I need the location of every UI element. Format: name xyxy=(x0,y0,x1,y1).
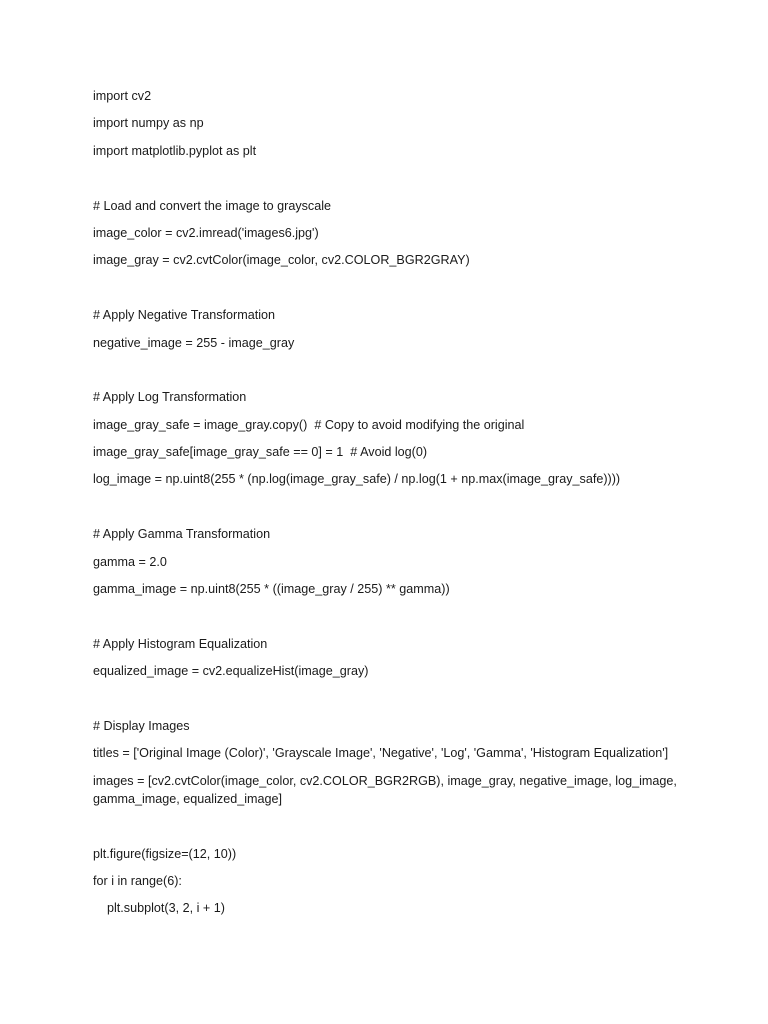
document-body xyxy=(93,87,683,927)
comment-negative: # Apply Negative Transformation xyxy=(93,308,276,323)
blank-line xyxy=(93,279,683,297)
blank-line xyxy=(93,817,683,835)
comment-gamma: # Apply Gamma Transformation xyxy=(93,527,271,542)
code-line-for-loop: for i in range(6): xyxy=(93,873,182,888)
code-line-images: images = [cv2.cvtColor(image_color, cv2.COLOR_BGR2RGB), image_gray, negative_image, log_image, gamma_image, equalized_image] xyxy=(93,773,681,806)
code-line-cvtcolor-gray: image_gray = cv2.cvtColor(image_color, cv2.COLOR_BGR2GRAY) xyxy=(93,253,470,268)
code-line-figure: plt.figure(figsize=(12, 10)) xyxy=(93,846,237,861)
comment-display: # Display Images xyxy=(93,718,190,733)
code-line-import-matplotlib: import matplotlib.pyplot as plt xyxy=(93,143,257,158)
code-line-log-image: log_image = np.uint8(255 * (np.log(image_gray_safe) / np.log(1 + np.max(image_gray_safe)))) xyxy=(93,472,621,487)
code-line-negative: negative_image = 255 - image_gray xyxy=(93,335,295,350)
comment-log: # Apply Log Transformation xyxy=(93,390,247,405)
code-line-import-numpy: import numpy as np xyxy=(93,116,204,131)
code-line-imread: image_color = cv2.imread('images6.jpg') xyxy=(93,225,319,240)
blank-line xyxy=(93,690,683,708)
blank-line xyxy=(93,498,683,516)
comment-load-convert: # Load and convert the image to grayscale xyxy=(93,198,332,213)
code-line-gamma-image: gamma_image = np.uint8(255 * ((image_gray / 255) ** gamma)) xyxy=(93,582,450,597)
blank-line xyxy=(93,361,683,379)
blank-line xyxy=(93,169,683,187)
blank-line xyxy=(93,607,683,625)
comment-histogram: # Apply Histogram Equalization xyxy=(93,636,268,651)
code-line-equalize: equalized_image = cv2.equalizeHist(image_gray) xyxy=(93,664,369,679)
code-line-titles: titles = ['Original Image (Color)', 'Grayscale Image', 'Negative', 'Log', 'Gamma', 'Histogram Equalization'] xyxy=(93,746,669,761)
code-line-subplot: plt.subplot(3, 2, i + 1) xyxy=(93,901,225,916)
code-line-gray-copy: image_gray_safe = image_gray.copy() # Copy to avoid modifying the original xyxy=(93,417,525,432)
code-line-avoid-log0: image_gray_safe[image_gray_safe == 0] = 1 # Avoid log(0) xyxy=(93,445,428,460)
code-line-import-cv2: import cv2 xyxy=(93,89,152,103)
code-line-gamma-value: gamma = 2.0 xyxy=(93,554,167,569)
